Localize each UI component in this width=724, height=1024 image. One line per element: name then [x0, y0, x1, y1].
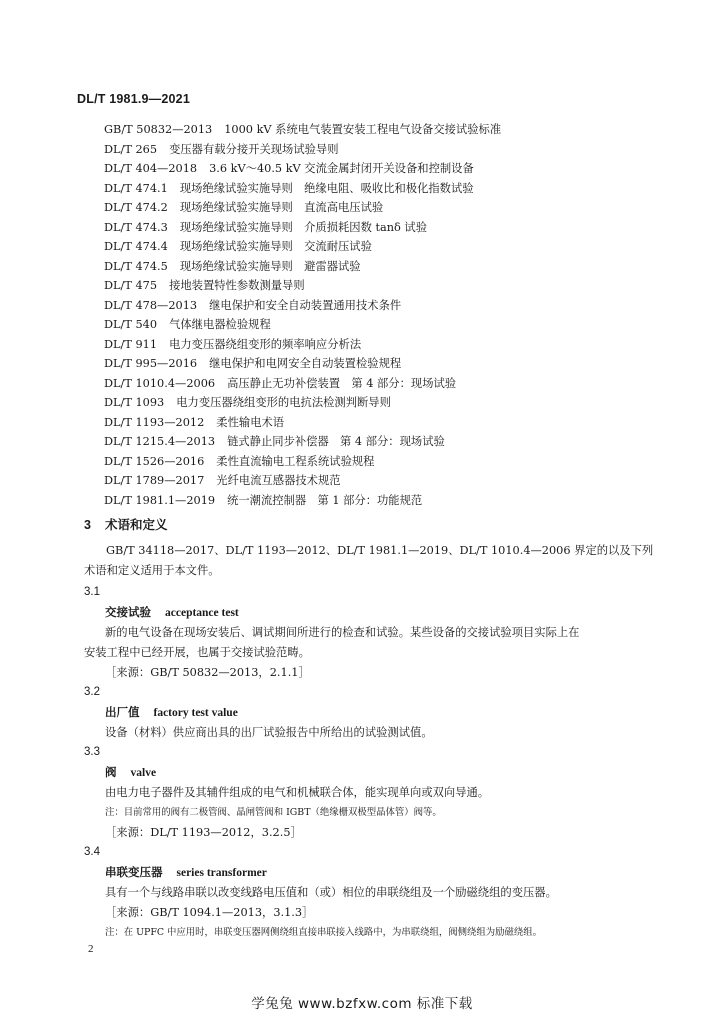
standard-header: DL/T 1981.9—2021	[77, 92, 190, 106]
reference-code: DL/T 474.3	[104, 220, 168, 234]
reference-title: 气体继电器检验规程	[169, 318, 271, 331]
reference-item	[104, 315, 501, 335]
reference-item	[104, 296, 501, 316]
reference-title: 接地装置特性参数测量导则	[169, 279, 305, 292]
reference-title: 现场绝缘试验实施导则 绝缘电阻、吸收比和极化指数试验	[179, 181, 474, 195]
term-note: 注：在 UPFC 中应用时，串联变压器网侧绕组直接串联接入线路中，为串联绕组，阀侧绕组为励磁绕组。	[105, 927, 542, 938]
reference-title: 高压静止无功补偿装置 第 4 部分：现场试验	[227, 376, 457, 390]
term-title	[84, 762, 664, 783]
term-definition: 安装工程中已经开展，也属于交接试验范畴。	[84, 646, 310, 659]
reference-item	[104, 179, 501, 199]
reference-code: DL/T 1526—2016	[104, 454, 205, 468]
reference-title: 现场绝缘试验实施导则 直流高电压试验	[179, 201, 384, 214]
term-definition: 新的电气设备在现场安装后、调试期间所进行的检查和试验。某些设备的交接试验项目实际上在	[105, 626, 580, 639]
term-en: acceptance test	[165, 607, 239, 619]
reference-item	[104, 432, 501, 452]
reference-code: DL/T 1010.4—2006	[104, 376, 216, 390]
reference-item	[104, 491, 501, 511]
term-number: 3.1	[84, 586, 100, 598]
reference-title: 电力变压器绕组变形的频率响应分析法	[169, 337, 362, 351]
term-definition: 设备（材料）供应商出具的出厂试验报告中所给出的试验测试值。	[105, 726, 433, 739]
reference-code: DL/T 474.4	[104, 240, 168, 253]
reference-title: 现场绝缘试验实施导则 交流耐压试验	[179, 240, 372, 253]
term-zh: 交接试验	[105, 605, 151, 619]
reference-item	[104, 452, 501, 472]
term-definition: 具有一个与线路串联以改变线路电压值和（或）相位的串联绕组及一个励磁绕组的变压器。	[105, 886, 557, 899]
reference-code: DL/T 474.1	[104, 181, 168, 195]
terms-list	[84, 583, 664, 943]
reference-code: DL/T 995—2016	[104, 357, 198, 370]
reference-code: DL/T 474.2	[104, 201, 168, 214]
reference-item	[104, 354, 501, 374]
reference-item	[104, 237, 501, 257]
reference-title: 现场绝缘试验实施导则 避雷器试验	[179, 259, 361, 273]
reference-item	[104, 120, 501, 140]
reference-code: DL/T 265	[104, 142, 158, 156]
term-note: 注：目前常用的阀有二极管阀、晶闸管阀和 IGBT（绝缘栅双极型晶体管）阀等。	[105, 807, 442, 818]
reference-title: 继电保护和安全自动装置通用技术条件	[209, 298, 402, 312]
reference-item	[104, 140, 501, 160]
section-title: 术语和定义	[104, 517, 168, 532]
term-title	[84, 602, 664, 623]
normative-references-list	[104, 120, 501, 510]
term-zh: 串联变压器	[105, 865, 163, 879]
reference-code: GB/T 50832—2013	[104, 123, 213, 136]
reference-code: DL/T 1789—2017	[104, 474, 205, 487]
reference-item	[104, 335, 501, 355]
section-intro	[84, 541, 654, 581]
reference-item	[104, 374, 501, 394]
reference-title: 统一潮流控制器 第 1 部分：功能规范	[227, 493, 423, 507]
term-definition: 由电力电子器件及其辅件组成的电气和机械联合体，能实现单向或双向导通。	[105, 786, 490, 799]
reference-title: 电力变压器绕组变形的电抗法检测判断导则	[176, 396, 391, 409]
reference-title: 现场绝缘试验实施导则 介质损耗因数 tanδ 试验	[179, 220, 428, 234]
reference-code: DL/T 475	[104, 279, 158, 292]
reference-item	[104, 257, 501, 277]
reference-code: DL/T 478—2013	[104, 298, 198, 312]
reference-title: 光纤电流互感器技术规范	[216, 474, 341, 487]
term-source: ［来源：DL/T 1193—2012，3.2.5］	[105, 826, 302, 839]
reference-code: DL/T 1093	[104, 396, 165, 409]
page-number: 2	[88, 943, 94, 955]
reference-title: 柔性输电术语	[216, 415, 285, 429]
intro-line: GB/T 34118—2017、DL/T 1193—2012、DL/T 1981.1—2019、DL/T 1010.4—2006 界定的以及下列	[106, 544, 654, 557]
section-number: 3	[84, 518, 91, 532]
reference-title: 3.6 kV～40.5 kV 交流金属封闭开关设备和控制设备	[209, 162, 474, 175]
term-source: ［来源：GB/T 1094.1—2013，3.1.3］	[105, 906, 314, 919]
reference-item	[104, 218, 501, 238]
reference-title: 1000 kV 系统电气装置安装工程电气设备交接试验标准	[224, 123, 502, 136]
term-number: 3.3	[84, 746, 100, 758]
reference-title: 链式静止同步补偿器 第 4 部分：现场试验	[227, 435, 445, 448]
term-number: 3.4	[84, 846, 100, 858]
reference-code: DL/T 911	[104, 337, 158, 351]
reference-item	[104, 276, 501, 296]
term-en: valve	[130, 767, 157, 779]
reference-code: DL/T 474.5	[104, 259, 168, 273]
footer-watermark: 学兔兔 www.bzfxw.com 标准下载	[251, 996, 473, 1012]
reference-code: DL/T 1981.1—2019	[104, 493, 216, 507]
reference-item	[104, 413, 501, 433]
term-en: factory test value	[153, 707, 238, 719]
reference-item	[104, 471, 501, 491]
reference-code: DL/T 1193—2012	[104, 415, 205, 429]
reference-item	[104, 198, 501, 218]
term-zh: 阀	[105, 765, 117, 779]
intro-line: 术语和定义适用于本文件。	[84, 564, 220, 577]
reference-title: 变压器有载分接开关现场试验导则	[169, 142, 339, 156]
term-title	[84, 702, 664, 723]
term-title	[84, 862, 664, 883]
reference-title: 继电保护和电网安全自动装置检验规程	[209, 357, 402, 370]
term-en: series transformer	[176, 867, 267, 879]
term-number: 3.2	[84, 686, 100, 698]
term-zh: 出厂值	[105, 705, 140, 719]
reference-item	[104, 159, 501, 179]
reference-code: DL/T 404—2018	[104, 162, 198, 175]
section-heading	[84, 515, 167, 533]
reference-item	[104, 393, 501, 413]
reference-title: 柔性直流输电工程系统试验规程	[216, 454, 375, 468]
term-source: ［来源：GB/T 50832—2013，2.1.1］	[105, 666, 310, 679]
reference-code: DL/T 1215.4—2013	[104, 435, 216, 448]
reference-code: DL/T 540	[104, 318, 158, 331]
